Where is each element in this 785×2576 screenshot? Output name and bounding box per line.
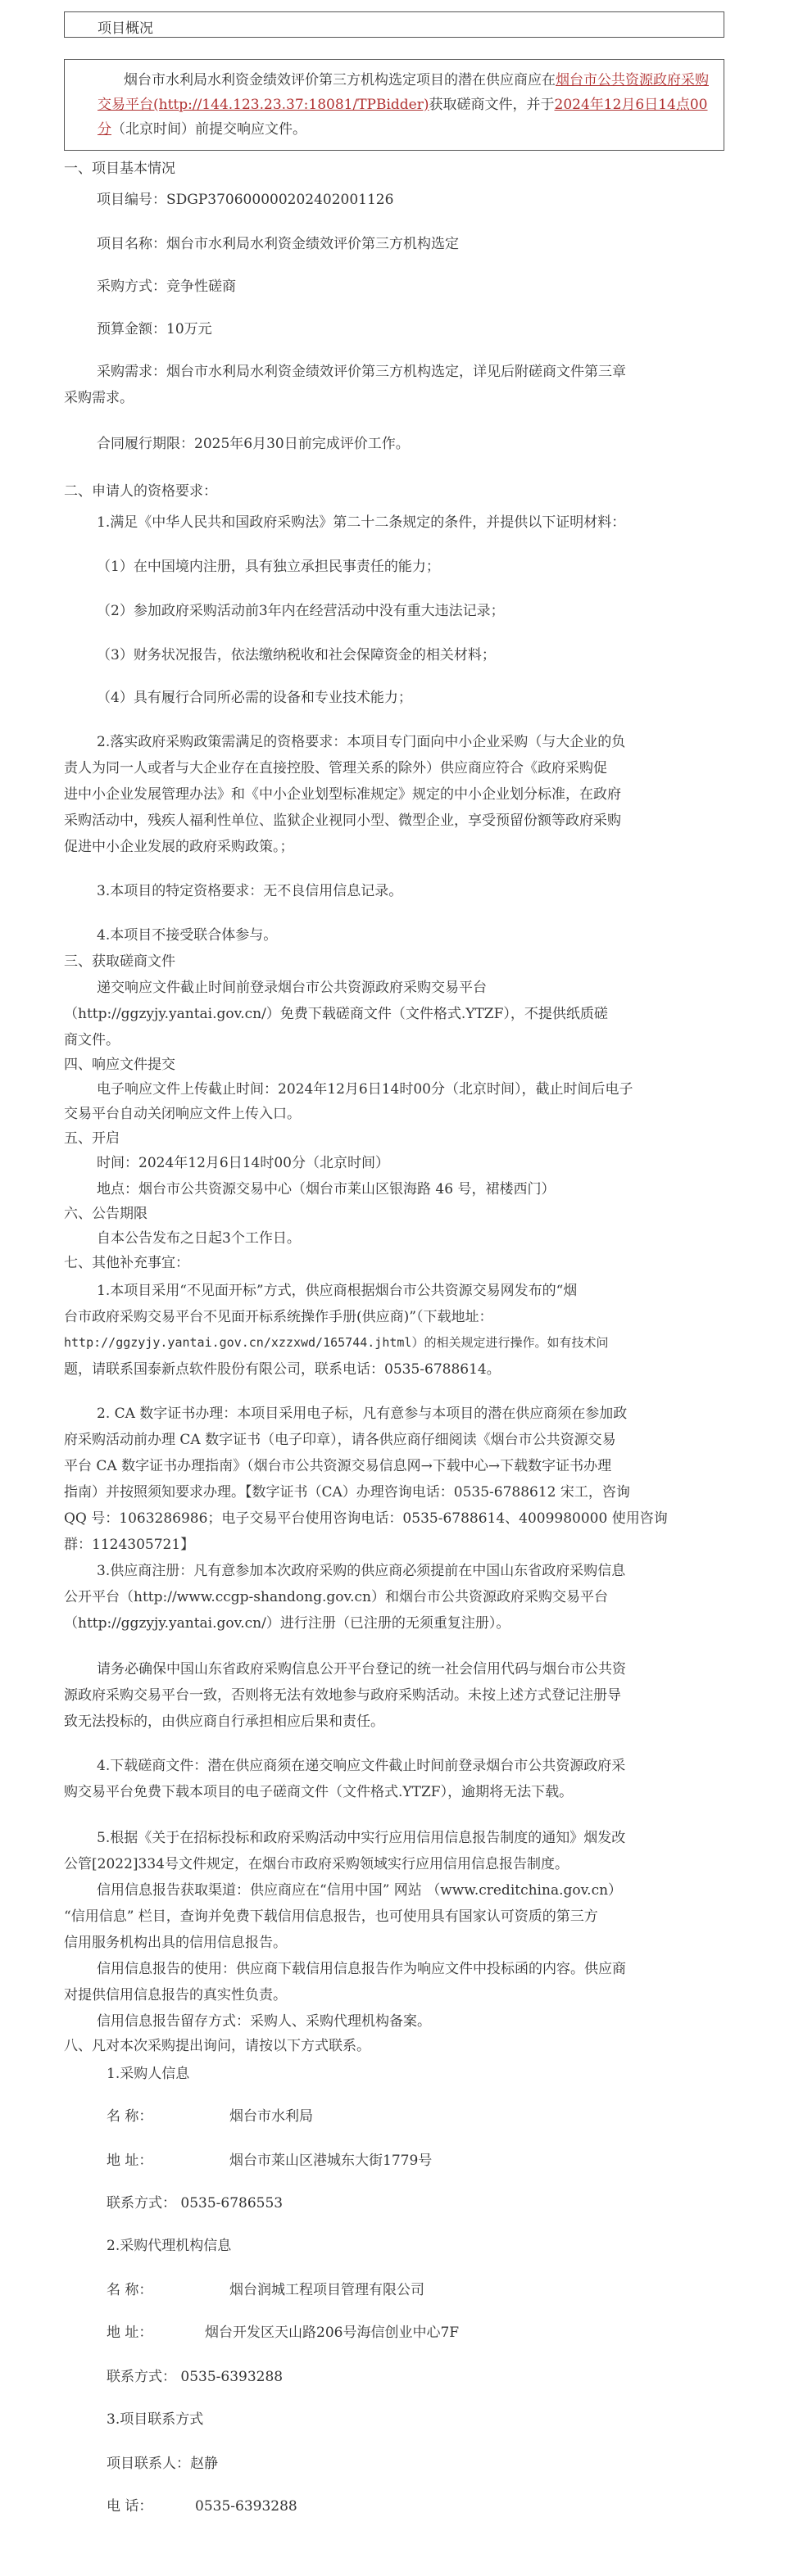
supplement-5-line-5: 信用服务机构出具的信用信息报告。 (64, 1935, 287, 1951)
supplement-1-line-4: 题，请联系国泰新点软件股份有限公司，联系电话：0535-6788614。 (64, 1361, 501, 1378)
section-2-heading: 二、申请人的资格要求： (64, 483, 217, 500)
contract-period: 合同履行期限：2025年6月30日前完成评价工作。 (97, 436, 410, 452)
agency-name: 烟台润城工程项目管理有限公司 (229, 2282, 424, 2298)
deadline-text: 2024年12月6日14点00分 (98, 97, 708, 138)
supplement-5-line-7: 对提供信用信息报告的真实性负责。 (64, 1987, 287, 2003)
supplement-5-line-2: 公管[2022]334号文件规定，在烟台市政府采购领域实行应用信用信息报告制度。 (64, 1856, 569, 1872)
qualification-item-3: 3.本项目的特定资格要求：无不良信用信息记录。 (97, 883, 403, 899)
agency-address-label: 地 址： (107, 2325, 153, 2341)
supplement-2-line-6: 群：1124305721】 (64, 1537, 195, 1553)
section-1-heading: 一、项目基本情况 (64, 161, 175, 177)
supplement-4-line-1: 4.下载磋商文件：潜在供应商须在递交响应文件截止时间前登录烟台市公共资源政府采 (97, 1758, 626, 1774)
supplement-2-line-3: 平台 CA 数字证书办理指南》（烟台市公共资源交易信息网→下载中心→下载数字证书办理 (64, 1458, 612, 1474)
obtain-docs-line-2: （http://ggzyjy.yantai.gov.cn/）免费下载磋商文件（文件格式.YTZF），不提供纸质磋 (64, 1006, 608, 1022)
qualification-item-4: 4.本项目不接受联合体参与。 (97, 927, 278, 944)
section-7-heading: 七、其他补充事宜： (64, 1255, 189, 1271)
qualification-sub-3: （3）财务状况报告，依法缴纳税收和社会保障资金的相关材料； (97, 647, 496, 663)
platform-url-link[interactable]: (http://144.123.23.37:18081/TPBidder) (153, 97, 429, 113)
supplement-5-line-6: 信用信息报告的使用：供应商下载信用信息报告作为响应文件中投标函的内容。供应商 (97, 1961, 626, 1977)
obtain-docs-line-3: 商文件。 (64, 1032, 120, 1048)
supplement-4-line-2: 购交易平台免费下载本项目的电子磋商文件（文件格式.YTZF），逾期将无法下载。 (64, 1784, 574, 1800)
procurement-demand-line2: 采购需求。 (64, 390, 134, 406)
supplement-2-line-2: 府采购活动前办理 CA 数字证书（电子印章），请各供应商仔细阅读《烟台市公共资源交易 (64, 1432, 616, 1448)
submission-line-2: 交易平台自动关闭响应文件上传入口。 (64, 1106, 301, 1122)
section-8-heading: 八、凡对本次采购提出询问，请按以下方式联系。 (64, 2038, 370, 2054)
project-name: 项目名称：烟台市水利局水利资金绩效评价第三方机构选定 (97, 236, 459, 252)
section-5-heading: 五、开启 (64, 1130, 120, 1147)
policy-line-5: 促进中小企业发展的政府采购政策。； (64, 839, 294, 855)
purchaser-name-label: 名 称： (107, 2108, 153, 2125)
supplement-1-line-2: 台市政府采购交易平台不见面开标系统操作手册(供应商)”（下载地址： (64, 1309, 493, 1325)
overview-box (64, 59, 724, 151)
budget-amount: 预算金额：10万元 (97, 321, 212, 337)
project-contact-person: 项目联系人：赵静 (107, 2456, 218, 2472)
supplement-3-line-1: 3.供应商注册：凡有意参加本次政府采购的供应商必须提前在中国山东省政府采购信息 (97, 1563, 626, 1579)
supplement-1-line-3: http://ggzyjy.yantai.gov.cn/xzzxwd/165744.jhtml）的相关规定进行操作。如有技术问 (64, 1335, 609, 1350)
purchaser-address-label: 地 址： (107, 2153, 153, 2169)
opening-place: 地点：烟台市公共资源交易中心（烟台市莱山区银海路 46 号，裙楼西门） (97, 1181, 556, 1197)
purchaser-title: 1.采购人信息 (107, 2066, 190, 2082)
supplement-2-line-4: 指南）并按照须知要求办理。【数字证书（CA）办理咨询电话：0535-6788612 宋工，咨询 (64, 1484, 630, 1501)
supplement-3-line-3: （http://ggzyjy.yantai.gov.cn/）进行注册（已注册的无须重复注册）。 (64, 1615, 510, 1632)
submission-line-1: 电子响应文件上传截止时间：2024年12月6日14时00分（北京时间），截止时间后电子 (97, 1081, 633, 1098)
supplement-3-line-2: 公开平台（http://www.ccgp-shandong.gov.cn）和烟台市公共资源政府采购交易平台 (64, 1589, 608, 1605)
agency-name-label: 名 称： (107, 2282, 153, 2298)
qualification-sub-4: （4）具有履行合同所必需的设备和专业技术能力； (97, 690, 412, 706)
notice-period: 自本公告发布之日起3个工作日。 (97, 1230, 301, 1247)
policy-line-4: 采购活动中，残疾人福利性单位、监狱企业视同小型、微型企业，享受预留份额等政府采购 (64, 813, 621, 829)
overview-suffix: （北京时间）前提交响应文件。 (111, 121, 306, 138)
policy-line-1: 2.落实政府采购政策需满足的资格要求：本项目专门面向中小企业采购（与大企业的负 (97, 734, 626, 750)
supplement-5-line-3: 信用信息报告获取渠道：供应商应在“信用中国” 网站 （www.creditchina.gov.cn） (97, 1882, 623, 1899)
policy-line-3: 进中小企业发展管理办法》和《中小企业划型标准规定》规定的中小企业划分标准，在政府 (64, 786, 621, 803)
purchaser-name: 烟台市水利局 (229, 2108, 313, 2125)
supplement-5-line-1: 5.根据《关于在招标投标和政府采购活动中实行应用信用信息报告制度的通知》烟发改 (97, 1830, 626, 1846)
section-6-heading: 六、公告期限 (64, 1206, 147, 1222)
purchaser-address: 烟台市莱山区港城东大街1779号 (229, 2153, 433, 2169)
opening-time: 时间：2024年12月6日14时00分（北京时间） (97, 1155, 389, 1171)
supplement-3b-line-2: 源政府采购交易平台一致，否则将无法有效地参与政府采购活动。未按上述方式登记注册导 (64, 1687, 621, 1704)
supplement-3b-line-3: 致无法投标的，由供应商自行承担相应后果和责任。 (64, 1714, 384, 1730)
supplement-2-line-1: 2. CA 数字证书办理：本项目采用电子标，凡有意参与本项目的潜在供应商须在参加政 (97, 1406, 628, 1422)
obtain-docs-line-1: 递交响应文件截止时间前登录烟台市公共资源政府采购交易平台 (97, 980, 487, 996)
project-phone-label: 电 话： (107, 2498, 153, 2515)
policy-line-2: 责人为同一人或者与大企业存在直接控股、管理关系的除外）供应商应符合《政府采购促 (64, 760, 607, 776)
supplement-5-line-4: “信用信息” 栏目，查询并免费下载信用信息报告，也可使用具有国家认可资质的第三方 (64, 1908, 598, 1925)
procurement-demand-line1: 采购需求：烟台市水利局水利资金绩效评价第三方机构选定，详见后附磋商文件第三章 (97, 364, 626, 380)
overview-title-box (64, 11, 724, 38)
platform-link[interactable]: 烟台市公共资源政府采购交易平台 (98, 72, 709, 113)
qualification-item-1: 1.满足《中华人民共和国政府采购法》第二十二条规定的条件，并提供以下证明材料： (97, 514, 626, 531)
overview-prefix: 烟台市水利局水利资金绩效评价第三方机构选定项目的潜在供应商应在 (124, 72, 556, 88)
section-4-heading: 四、响应文件提交 (64, 1057, 175, 1073)
project-phone: 0535-6393288 (195, 2498, 297, 2515)
supplement-3b-line-1: 请务必确保中国山东省政府采购信息公开平台登记的统一社会信用代码与烟台市公共资 (97, 1661, 626, 1677)
agency-address: 烟台开发区天山路206号海信创业中心7F (205, 2325, 460, 2341)
supplement-1-line-1: 1.本项目采用“不见面开标”方式，供应商根据烟台市公共资源交易网发布的“烟 (97, 1283, 578, 1299)
qualification-sub-2: （2）参加政府采购活动前3年内在经营活动中没有重大违法记录； (97, 603, 505, 619)
agency-title: 2.采购代理机构信息 (107, 2238, 232, 2254)
project-number: 项目编号：SDGP370600000202402001126 (97, 192, 394, 208)
agency-contact: 联系方式： 0535-6393288 (107, 2369, 284, 2385)
section-3-heading: 三、获取磋商文件 (64, 953, 175, 970)
supplement-2-line-5: QQ 号：1063286986；电子交易平台使用咨询电话：0535-6788614、4009980000 使用咨询 (64, 1510, 668, 1527)
overview-middle: 获取磋商文件，并于 (429, 97, 555, 113)
purchaser-contact: 联系方式： 0535-6786553 (107, 2195, 284, 2212)
supplement-5-line-8: 信用信息报告留存方式：采购人、采购代理机构备案。 (97, 2013, 431, 2030)
qualification-sub-1: （1）在中国境内注册，具有独立承担民事责任的能力； (97, 559, 440, 575)
procurement-method: 采购方式：竞争性磋商 (97, 278, 236, 295)
overview-title: 项目概况 (98, 20, 153, 37)
project-contact-title: 3.项目联系方式 (107, 2411, 204, 2428)
